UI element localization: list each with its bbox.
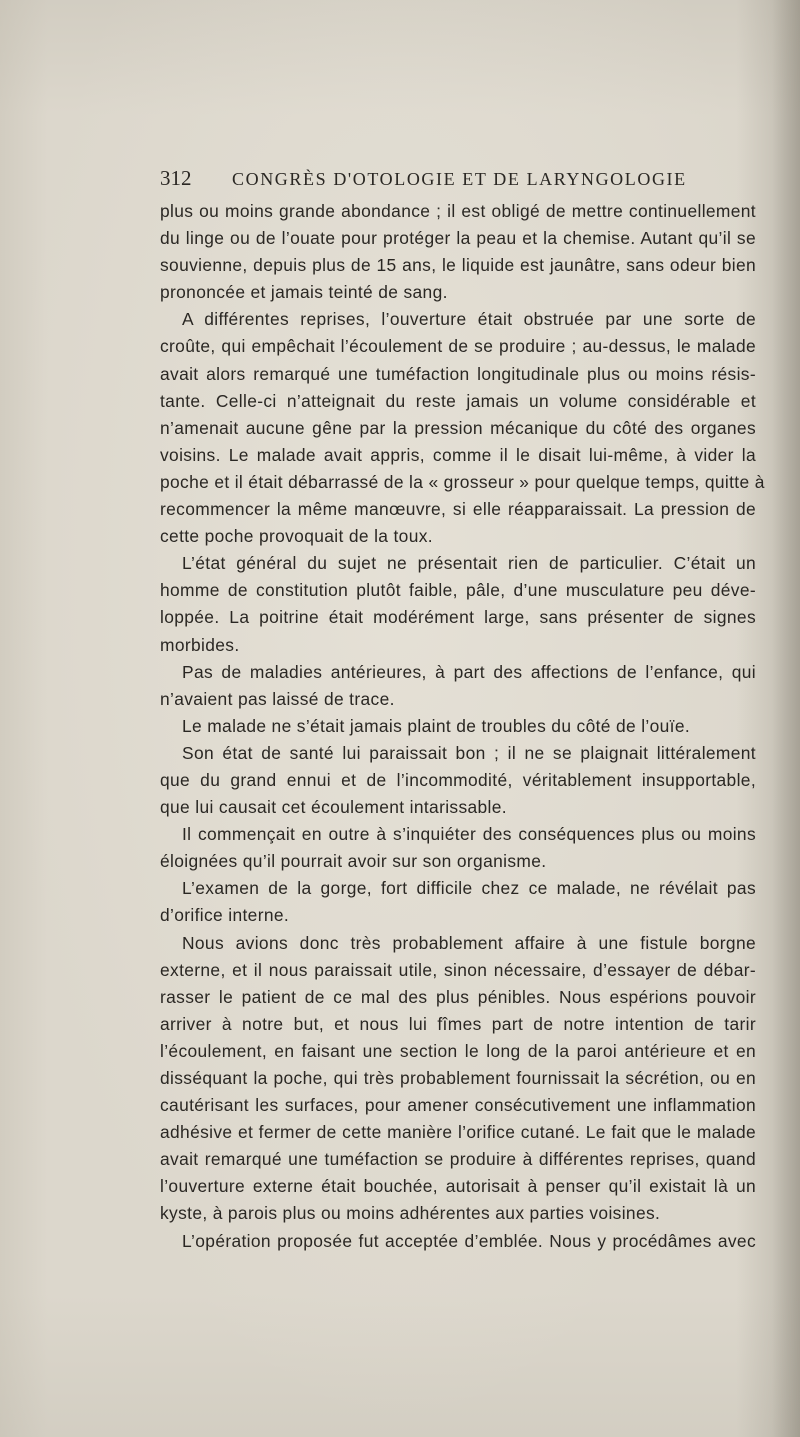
text-line: Nous avions donc très probablement affaire à une fistule borgne	[182, 932, 756, 953]
text-line: loppée. La poitrine était modérément large, sans présenter de signes	[160, 607, 756, 628]
text-line: Il commençait en outre à s’inquiéter des conséquences plus ou moins	[182, 824, 756, 845]
text-line: l’écoulement, en faisant une section le long de la paroi antérieure et en	[160, 1040, 756, 1061]
text-line: A différentes reprises, l’ouverture était obstruée par une sorte de	[182, 309, 756, 330]
text-line: n’amenait aucune gêne par la pression mécanique du côté des organes	[160, 417, 756, 438]
text-line: cautérisant les surfaces, pour amener consécutivement une inflammation	[160, 1095, 756, 1116]
text-line: L’état général du sujet ne présentait rien de particulier. C’était un	[182, 553, 756, 574]
text-line: éloignées qu’il pourrait avoir sur son organisme.	[160, 851, 547, 872]
text-line: croûte, qui empêchait l’écoulement de se produire ; au-dessus, le malade	[160, 336, 756, 357]
page-number: 312	[160, 166, 192, 190]
text-line: cette poche provoquait de la toux.	[160, 526, 433, 547]
text-line: d’orifice interne.	[160, 905, 290, 926]
text-line: poche et il était débarrassé de la « grosseur » pour quelque temps, quitte à	[160, 471, 765, 492]
text-line: externe, et il nous paraissait utile, sinon nécessaire, d’essayer de débar-	[160, 959, 756, 980]
body-text	[160, 198, 765, 1255]
text-line: prononcée et jamais teinté de sang.	[160, 282, 448, 303]
text-line: recommencer la même manœuvre, si elle réapparaissait. La pression de	[160, 499, 756, 520]
text-line: voisins. Le malade avait appris, comme il le disait lui-même, à vider la	[160, 444, 756, 465]
text-line: Pas de maladies antérieures, à part des affections de l’enfance, qui	[182, 661, 756, 682]
text-line: souvienne, depuis plus de 15 ans, le liquide est jaunâtre, sans odeur bien	[160, 255, 756, 276]
text-line: rasser le patient de ce mal des plus pénibles. Nous espérions pouvoir	[160, 986, 756, 1007]
running-head	[160, 166, 760, 198]
text-line: plus ou moins grande abondance ; il est obligé de mettre continuellement	[160, 201, 756, 221]
text-line: avait alors remarqué une tuméfaction longitudinale plus ou moins résis-	[160, 363, 756, 384]
text-line: avait remarqué une tuméfaction se produire à différentes reprises, quand	[160, 1149, 756, 1170]
text-line: homme de constitution plutôt faible, pâle, d’une musculature peu déve-	[160, 580, 756, 601]
text-line: Le malade ne s’était jamais plaint de troubles du côté de l’ouïe.	[182, 715, 691, 736]
running-title: CONGRÈS D'OTOLOGIE ET DE LARYNGOLOGIE	[232, 169, 687, 189]
text-line: L’opération proposée fut acceptée d’emblée. Nous y procédâmes avec	[182, 1230, 756, 1251]
text-line: adhésive et fermer de cette manière l’orifice cutané. Le fait que le malade	[160, 1122, 756, 1143]
text-line: arriver à notre but, et nous lui fîmes part de notre intention de tarir	[160, 1013, 756, 1034]
text-line: n’avaient pas laissé de trace.	[160, 688, 395, 709]
text-line: que du grand ennui et de l’incommodité, véritablement insupportable,	[160, 769, 756, 790]
text-line: disséquant la poche, qui très probablement fournissait la sécrétion, ou en	[160, 1068, 756, 1088]
text-line: que lui causait cet écoulement intarissable.	[160, 797, 507, 818]
text-line: Son état de santé lui paraissait bon ; il ne se plaignait littéralement	[182, 742, 756, 763]
text-line: tante. Celle-ci n’atteignait du reste jamais un volume considérable et	[160, 390, 756, 411]
page-edge-shadow	[772, 0, 800, 1437]
text-line: kyste, à parois plus ou moins adhérentes aux parties voisines.	[160, 1203, 661, 1224]
text-line: morbides.	[160, 634, 240, 655]
text-line: L’examen de la gorge, fort difficile chez ce malade, ne révélait pas	[182, 878, 756, 899]
text-line: du linge ou de l’ouate pour protéger la peau et la chemise. Autant qu’il se	[160, 228, 756, 249]
text-line: l’ouverture externe était bouchée, autorisait à penser qu’il existait là un	[160, 1176, 756, 1197]
